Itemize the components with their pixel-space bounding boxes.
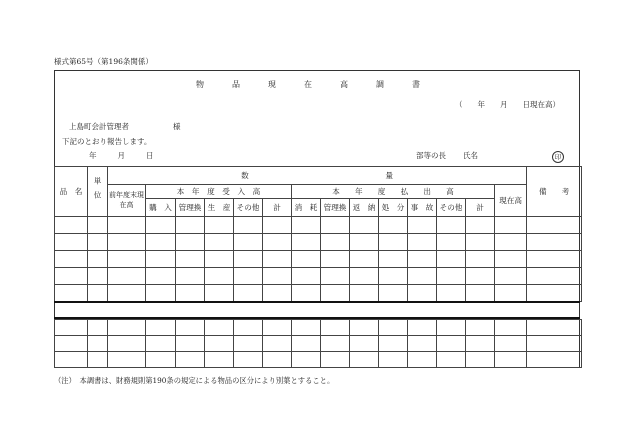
table-cell <box>205 217 234 234</box>
table-row <box>55 268 582 285</box>
table-cell <box>408 217 437 234</box>
table-cell <box>292 336 321 352</box>
table-cell <box>350 336 379 352</box>
header-paid-return: 返 納 <box>350 199 379 217</box>
table-cell <box>527 352 582 368</box>
table-cell <box>350 320 379 336</box>
header-item-name: 品 名 <box>55 167 88 217</box>
table-cell <box>379 336 408 352</box>
table-cell <box>108 217 146 234</box>
table-cell <box>55 234 88 251</box>
report-text: 下記のとおり報告します。 <box>62 137 152 146</box>
table-cell <box>205 336 234 352</box>
table-cell <box>292 352 321 368</box>
table-cell <box>408 352 437 368</box>
table-cell <box>466 352 495 368</box>
table-cell <box>88 285 108 302</box>
header-paid-disposal: 処 分 <box>379 199 408 217</box>
table-cell <box>292 285 321 302</box>
header-paid-total: 計 <box>466 199 495 217</box>
table-cell <box>88 268 108 285</box>
header-received-other: その他 <box>234 199 263 217</box>
table-cell <box>292 251 321 268</box>
table-cell <box>379 352 408 368</box>
table-cell <box>350 251 379 268</box>
table-cell <box>379 234 408 251</box>
table-cell <box>176 285 205 302</box>
table-cell <box>350 217 379 234</box>
header-received-group: 本 年 度 受 入 高 <box>146 185 292 199</box>
table-cell <box>437 336 466 352</box>
table-cell <box>321 251 350 268</box>
table-cell <box>176 352 205 368</box>
table-cell <box>146 352 176 368</box>
addressee: 上島町会計管理者 <box>69 122 129 131</box>
table-cell <box>108 234 146 251</box>
table-cell <box>495 285 527 302</box>
table-cell <box>176 217 205 234</box>
table-cell <box>176 320 205 336</box>
honorific: 様 <box>173 122 181 131</box>
table-cell <box>88 320 108 336</box>
table-cell <box>466 268 495 285</box>
table-cell <box>108 285 146 302</box>
form-number: 様式第65号（第196条関係） <box>54 57 153 66</box>
table-cell <box>108 352 146 368</box>
table-cell <box>108 251 146 268</box>
table-cell <box>55 268 88 285</box>
table-cell <box>495 251 527 268</box>
table-cell <box>88 251 108 268</box>
table-cell <box>321 336 350 352</box>
header-received-purchase: 購 入 <box>146 199 176 217</box>
header-paid-accident: 事 故 <box>408 199 437 217</box>
date-note: （ 年 月 日現在高） <box>455 100 560 109</box>
table-row <box>55 234 582 251</box>
table-cell <box>495 268 527 285</box>
table-cell <box>437 217 466 234</box>
table-cell <box>234 320 263 336</box>
table-cell <box>527 234 582 251</box>
table-cell <box>408 268 437 285</box>
table-cell <box>466 285 495 302</box>
header-quantity: 数 量 <box>108 167 527 185</box>
header-received-production: 生 産 <box>205 199 234 217</box>
header-received-total: 計 <box>263 199 292 217</box>
table-cell <box>263 234 292 251</box>
inventory-table-upper <box>54 166 582 302</box>
table-cell <box>466 251 495 268</box>
table-cell <box>88 336 108 352</box>
table-row <box>55 352 582 368</box>
table-cell <box>292 268 321 285</box>
table-cell <box>292 320 321 336</box>
table-cell <box>234 268 263 285</box>
table-cell <box>55 217 88 234</box>
table-cell <box>350 352 379 368</box>
table-cell <box>263 352 292 368</box>
table-cell <box>205 320 234 336</box>
table-cell <box>146 217 176 234</box>
table-row <box>55 285 582 302</box>
table-cell <box>466 217 495 234</box>
table-cell <box>495 234 527 251</box>
table-cell <box>176 251 205 268</box>
table-cell <box>495 320 527 336</box>
table-cell <box>437 234 466 251</box>
table-cell <box>437 285 466 302</box>
table-cell <box>55 320 88 336</box>
table-cell <box>527 268 582 285</box>
header-paid-transfer: 管理換 <box>321 199 350 217</box>
table-cell <box>108 336 146 352</box>
table-cell <box>437 352 466 368</box>
table-cell <box>408 320 437 336</box>
table-cell <box>437 268 466 285</box>
table-cell <box>408 251 437 268</box>
section-divider-top <box>54 301 580 303</box>
table-row <box>55 251 582 268</box>
table-cell <box>176 268 205 285</box>
table-cell <box>408 336 437 352</box>
header-remarks: 備 考 <box>527 167 582 217</box>
table-cell <box>234 251 263 268</box>
table-cell <box>263 320 292 336</box>
table-cell <box>234 234 263 251</box>
table-cell <box>292 217 321 234</box>
document-title: 物 品 現 在 高 調 書 <box>196 80 430 89</box>
table-cell <box>234 217 263 234</box>
dept-head-label: 部等の長 <box>416 151 446 160</box>
table-row <box>55 336 582 352</box>
table-cell <box>527 285 582 302</box>
table-cell <box>321 320 350 336</box>
table-cell <box>205 285 234 302</box>
table-cell <box>88 234 108 251</box>
inventory-table-lower <box>54 319 582 368</box>
table-cell <box>292 234 321 251</box>
table-cell <box>495 336 527 352</box>
table-cell <box>55 251 88 268</box>
table-cell <box>263 285 292 302</box>
table-cell <box>88 217 108 234</box>
header-prev-year: 前年度末現在高 <box>108 185 146 217</box>
table-cell <box>350 234 379 251</box>
table-cell <box>527 320 582 336</box>
table-cell <box>176 234 205 251</box>
table-cell <box>88 352 108 368</box>
table-cell <box>466 336 495 352</box>
table-cell <box>321 268 350 285</box>
header-paid-group: 本 年 度 払 出 高 <box>292 185 495 199</box>
table-cell <box>437 251 466 268</box>
table-cell <box>176 336 205 352</box>
table-cell <box>234 285 263 302</box>
table-cell <box>495 352 527 368</box>
table-cell <box>263 251 292 268</box>
table-cell <box>146 268 176 285</box>
table-cell <box>205 352 234 368</box>
table-cell <box>146 234 176 251</box>
footnote: （注） 本調書は、財務規則第190条の規定による物品の区分により別葉とすること。 <box>54 376 335 385</box>
table-cell <box>263 336 292 352</box>
table-cell <box>350 268 379 285</box>
table-cell <box>205 234 234 251</box>
table-cell <box>350 285 379 302</box>
table-cell <box>527 336 582 352</box>
table-cell <box>234 336 263 352</box>
header-unit: 単位 <box>88 167 108 217</box>
table-cell <box>408 285 437 302</box>
table-row <box>55 217 582 234</box>
header-current: 現在高 <box>495 185 527 217</box>
table-cell <box>234 352 263 368</box>
table-cell <box>205 251 234 268</box>
table-cell <box>466 320 495 336</box>
table-cell <box>263 268 292 285</box>
table-cell <box>108 320 146 336</box>
table-cell <box>55 336 88 352</box>
table-cell <box>379 268 408 285</box>
table-cell <box>379 320 408 336</box>
table-cell <box>495 217 527 234</box>
name-label: 氏名 <box>463 151 478 160</box>
table-cell <box>321 234 350 251</box>
table-cell <box>321 352 350 368</box>
table-cell <box>108 268 146 285</box>
report-date: 年 月 日 <box>89 151 156 160</box>
table-cell <box>379 217 408 234</box>
table-cell <box>527 251 582 268</box>
table-cell <box>527 217 582 234</box>
seal-mark: 印 <box>552 151 564 163</box>
table-cell <box>146 251 176 268</box>
table-cell <box>146 320 176 336</box>
table-cell <box>146 285 176 302</box>
table-cell <box>55 352 88 368</box>
header-paid-consumption: 消 耗 <box>292 199 321 217</box>
header-received-transfer: 管理換 <box>176 199 205 217</box>
table-cell <box>437 320 466 336</box>
table-cell <box>466 234 495 251</box>
table-row <box>55 320 582 336</box>
table-cell <box>321 217 350 234</box>
table-cell <box>408 234 437 251</box>
table-cell <box>321 285 350 302</box>
table-cell <box>379 285 408 302</box>
header-paid-other: その他 <box>437 199 466 217</box>
table-cell <box>379 251 408 268</box>
table-cell <box>146 336 176 352</box>
table-cell <box>205 268 234 285</box>
table-cell <box>263 217 292 234</box>
table-cell <box>55 285 88 302</box>
